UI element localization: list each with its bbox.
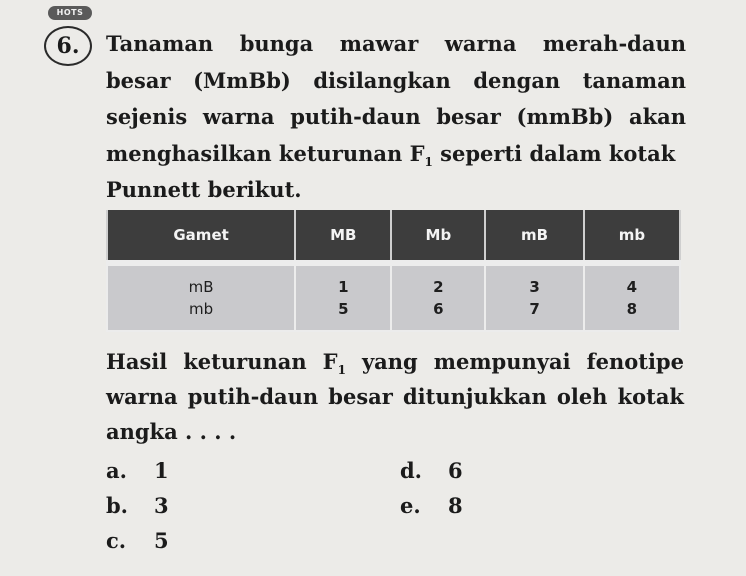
- header-Mb: Mb: [391, 210, 485, 263]
- header-mb: mb: [584, 210, 680, 263]
- option-a-value: 1: [154, 458, 169, 483]
- box-5: 5: [338, 300, 349, 318]
- option-d-letter: d.: [400, 458, 422, 483]
- box-1: 1: [338, 278, 349, 296]
- gamete-cell: [107, 263, 295, 331]
- option-b[interactable]: [106, 491, 169, 521]
- header-MB: MB: [295, 210, 391, 263]
- cell-mB: [485, 263, 583, 331]
- option-d[interactable]: [400, 456, 463, 486]
- box-8: 8: [626, 300, 638, 318]
- question-number: 6.: [44, 26, 92, 66]
- option-b-letter: b.: [106, 493, 128, 518]
- stem-line-5: Punnett berikut.: [106, 177, 302, 202]
- option-b-value: 3: [154, 493, 169, 518]
- stem-line-2: besar (MmBb) disilangkan dengan tanaman: [106, 67, 686, 93]
- box-6: 6: [433, 300, 444, 318]
- option-c-value: 5: [154, 528, 169, 553]
- question-line-1: [106, 344, 684, 379]
- option-d-value: 6: [448, 458, 463, 483]
- table-header-row: [107, 210, 680, 263]
- question-line-3: angka . . . .: [106, 419, 237, 444]
- question-text: [106, 344, 684, 449]
- option-e[interactable]: [400, 491, 463, 521]
- question-subscript: 1: [337, 363, 346, 377]
- option-a[interactable]: [106, 456, 169, 486]
- box-2: 2: [433, 278, 444, 296]
- stem-line-1: Tanaman bunga mawar warna merah-daun: [106, 31, 686, 56]
- box-3: 3: [529, 278, 540, 296]
- table-row: [107, 263, 680, 331]
- option-e-letter: e.: [400, 493, 421, 518]
- option-c-letter: c.: [106, 528, 127, 553]
- option-e-value: 8: [448, 493, 463, 518]
- hots-badge: HOTS: [48, 6, 92, 20]
- box-4: 4: [626, 278, 638, 296]
- stem-line-4-end: seperti dalam kotak: [432, 140, 676, 166]
- stem-line-4: [106, 136, 686, 173]
- question-line-1-start: Hasil keturunan F: [106, 349, 338, 374]
- option-a-letter: a.: [106, 458, 127, 483]
- gamete-mb: mb: [189, 300, 214, 318]
- box-7: 7: [529, 300, 540, 318]
- question-line-1-end: yang mempunyai fenotipe: [345, 349, 684, 374]
- question-line-2: warna putih-daun besar ditunjukkan oleh kotak: [106, 384, 684, 409]
- header-mB: mB: [485, 210, 583, 263]
- header-gamet: Gamet: [107, 210, 295, 263]
- stem-line-4-start: menghasilkan keturunan F: [106, 140, 425, 166]
- stem-line-3: sejenis warna putih-daun besar (mmBb) akan: [106, 104, 686, 129]
- question-stem: [106, 26, 686, 209]
- cell-Mb: [391, 263, 485, 331]
- cell-mb: [584, 263, 680, 331]
- stem-subscript: 1: [424, 154, 433, 169]
- option-c[interactable]: [106, 526, 169, 556]
- punnett-table: [106, 210, 681, 332]
- gamete-mB: mB: [188, 278, 214, 296]
- cell-MB: [295, 263, 391, 331]
